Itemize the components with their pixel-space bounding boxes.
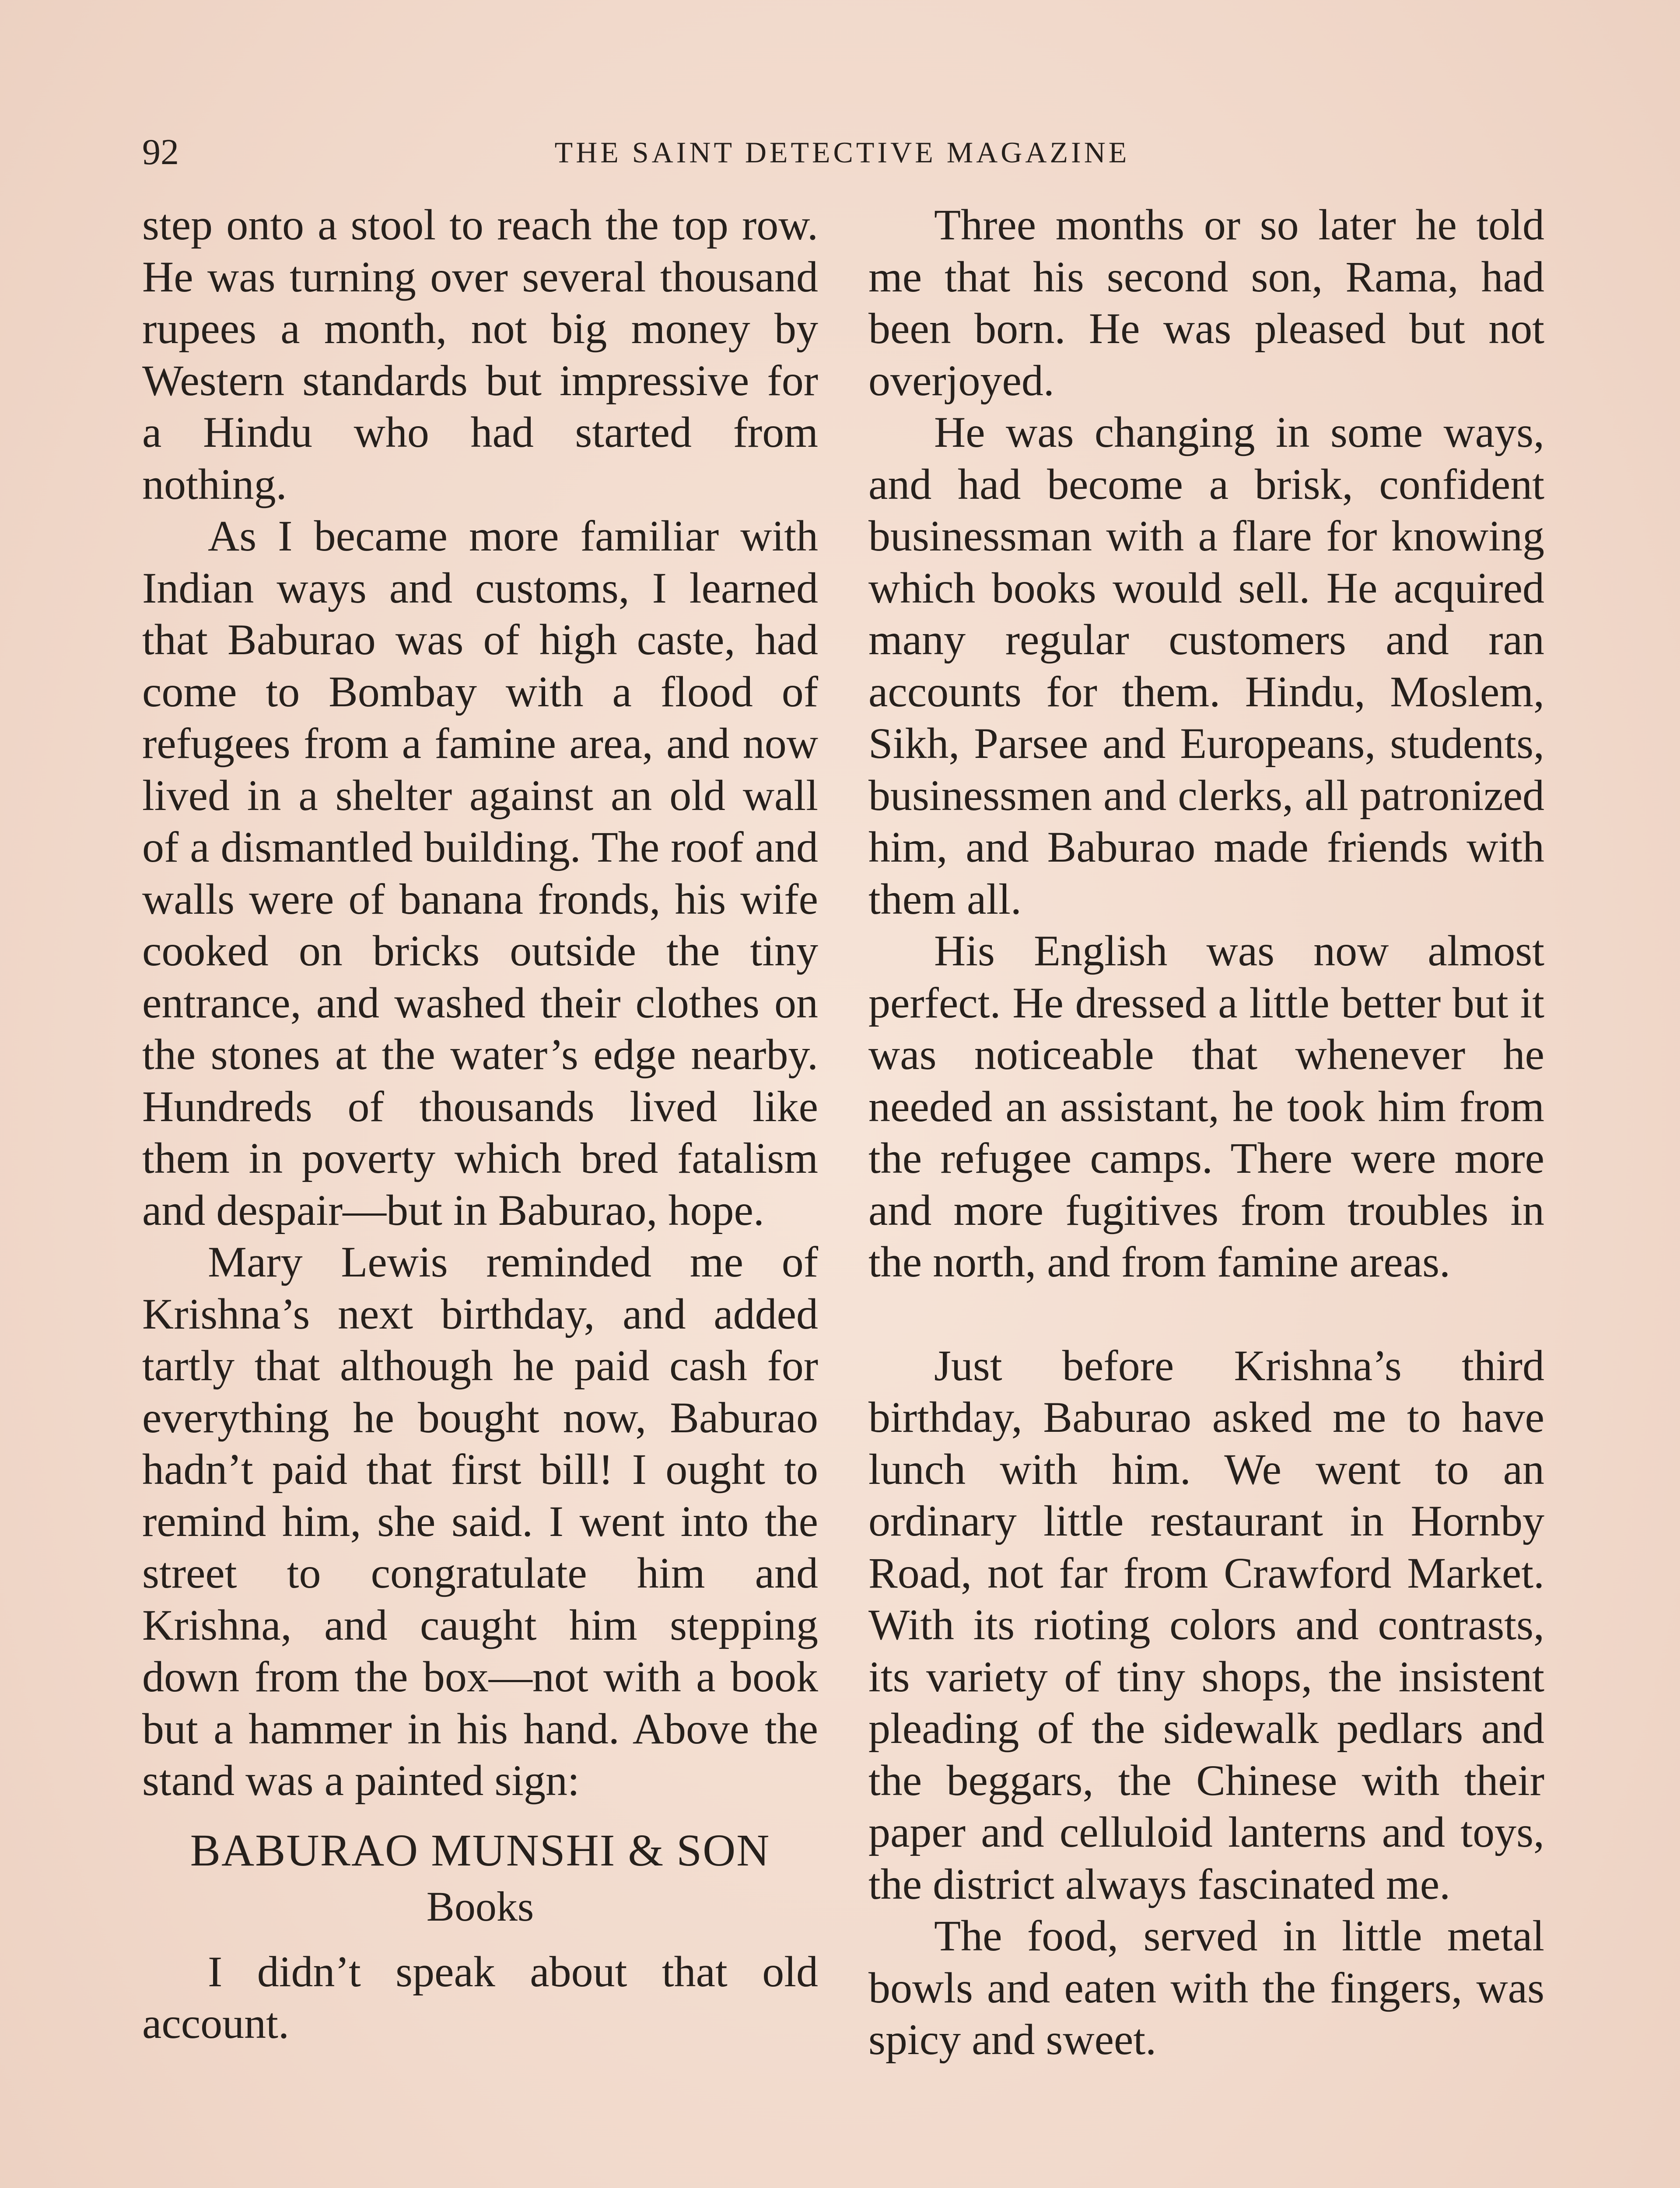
paragraph: As I became more familiar with Indian ways and customs, I learned that Baburao was of high caste, had come to Bombay with a flood of refugees from a famine area, and now lived in a shelter against an old wall of a dismantled building. The roof and walls were of banana fronds, his wife cooked on bricks outside the tiny entrance, and washed their clothes on the stones at the water’s edge nearby. Hundreds of thousands lived like them in poverty which bred fatalism and despair—but in Baburao, hope. [142, 512, 818, 1234]
paragraph: The food, served in little metal bowls and eaten with the fingers, was spicy and sweet. [868, 1911, 1544, 2064]
running-title: THE SAINT DETECTIVE MAGAZINE [554, 136, 1130, 169]
paragraph: He was changing in some ways, and had become a brisk, confident businessman with a flare for knowing which books would sell. He acquired many regular customers and ran accounts for them. Hindu, Moslem, Sikh, Parsee and Europeans, students, businessmen and clerks, all patronized him, and Baburao made friends with them all. [868, 408, 1544, 923]
paragraph: I didn’t speak about that old account. [142, 1947, 818, 2048]
paragraph: Three months or so later he told me that his second son, Rama, had been born. He was pleased but not overjoyed. [868, 200, 1544, 405]
paragraph: His English was now almost perfect. He dressed a little better but it was noticeable that whenever he needed an assistant, he took him from the refugee camps. There were more and more fugitives from troubles in the north, and from famine areas. [868, 926, 1544, 1286]
sign-subtitle: Books [426, 1883, 534, 1930]
page-number: 92 [142, 132, 179, 172]
right-column [868, 199, 1544, 2066]
sign-title: BABURAO MUNSHI & SON [190, 1825, 770, 1876]
paragraph: Mary Lewis reminded me of Krishna’s next birthday, and added tartly that although he paid cash for everything he bought now, Baburao hadn’t paid that first bill! I ought to remind him, she said. I went into the street to congratulate him and Krishna, and caught him stepping down from the box—not with a book but a hammer in his hand. Above the stand was a painted sign: [142, 1238, 818, 1805]
paragraph: step onto a stool to reach the top row. He was turning over several thousand rupees a month, not big money by Western standards but impressive for a Hindu who had started from nothing. [142, 200, 818, 508]
paragraph: Just before Krishna’s third birthday, Baburao asked me to have lunch with him. We went to an ordinary little restaurant in Hornby Road, not far from Crawford Market. With its rioting colors and contrasts, its variety of tiny shops, the insistent pleading of the sidewalk pedlars and the beggars, the Chinese with their paper and celluloid lanterns and toys, the district always fascinated me. [868, 1341, 1544, 1908]
painted-sign [142, 1823, 818, 1934]
page-header [142, 126, 1542, 183]
left-column [142, 199, 818, 2050]
